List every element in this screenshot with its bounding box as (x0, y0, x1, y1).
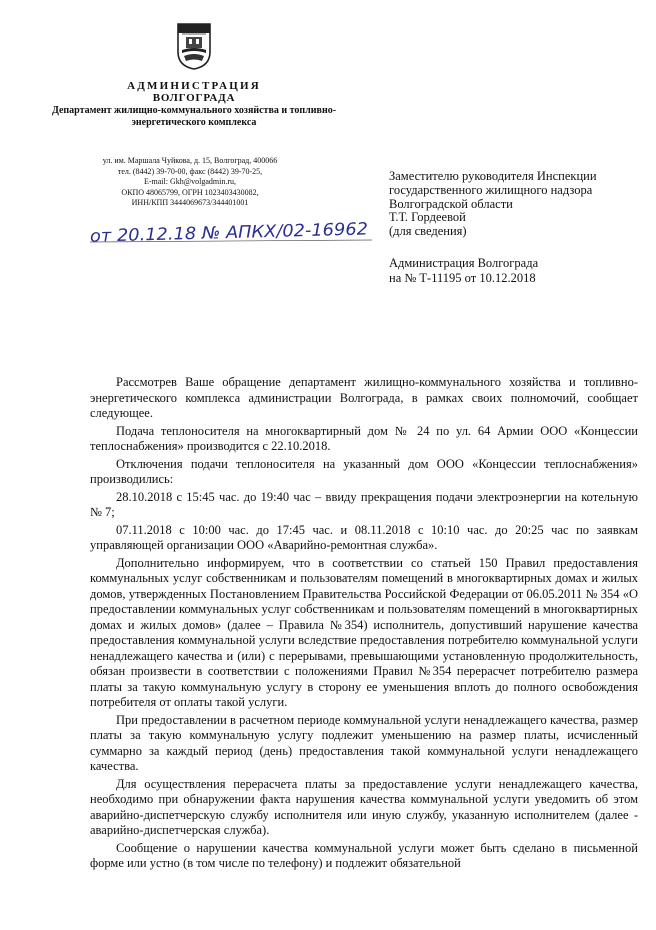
paragraph-1: Рассмотрев Ваше обращение департамент жилищно-коммунального хозяйства и топливно-энергетического комплекса администрации Волгограда, в рамках своих полномочий, сообщает следующее. (90, 375, 638, 420)
org-city: ВОЛГОГРАДА (152, 92, 236, 104)
paragraph-5: 07.11.2018 с 10:00 час. до 17:45 час. и 08.11.2018 с 10:10 час. до 20:25 час по заявкам управляющей организации ООО «Аварийно-ремонтная служба». (90, 522, 638, 552)
paragraph-8: Для осуществления перерасчета платы за предоставление услуги ненадлежащего качества, необходимо при обнаружении факта нарушения качества коммунальной услуги уведомить об этом аварийно-диспетчерскую службу исполнителя или иную службу, указанную исполнителем (далее - аварийно-диспетчерская служба). (90, 776, 638, 837)
letter-body (90, 375, 638, 874)
org-email: E-mail: Gkh@volgadmin.ru, (143, 177, 237, 186)
outgoing-number-handwritten (86, 216, 376, 250)
paragraph-3: Отключения подачи теплоносителя на указанный дом ООО «Концессии теплоснабжения» производились: (90, 456, 638, 486)
reference-block (389, 256, 651, 285)
paragraph-4: 28.10.2018 с 15:45 час. до 19:40 час – ввиду прекращения подачи электроэнергии на котельную № 7; (90, 489, 638, 519)
org-inn: ИНН/КПП 3444069673/344401001 (131, 198, 249, 207)
org-address: ул. им. Маршала Чуйкова, д. 15, Волгоград, 400066 (102, 156, 278, 165)
paragraph-2: Подача теплоносителя на многоквартирный дом № 24 по ул. 64 Армии ООО «Концессии теплоснабжения» производится с 22.10.2018. (90, 423, 638, 453)
paragraph-7: При предоставлении в расчетном периоде коммунальной услуги ненадлежащего качества, размер платы за такую коммунальную услугу подлежит уменьшению на размер платы, исчисленный суммарно за каждый период (день) предоставления такой коммунальной услуги ненадлежащего качества. (90, 712, 638, 773)
reference-line-2: на № Т-11195 от 10.12.2018 (389, 270, 536, 285)
outgoing-number-text: от 20.12.18 № АПКХ/02-16962 (89, 219, 356, 247)
org-title: АДМИНИСТРАЦИЯ (127, 80, 261, 92)
paragraph-6: Дополнительно информируем, что в соответствии со статьей 150 Правил предоставления коммунальных услуг собственникам и пользователям помещений в многоквартирных домах и жилых домов, утвержденных Постановлением Правительства Российской Федерации от 06.05.2011 № 354 «О предоставлении коммунальных услуг собственникам и пользователям помещений в многоквартирных домах и жилых домов» (далее – Правила №354) исполнитель, допустивший нарушение качества предоставления коммунальной услуги вследствие предоставления потребителю коммунальной услуги ненадлежащего качества и (или) с перерывами, превышающими установленную продолжительность, обязан произвести в соответствии с положениями Правил №354 перерасчет потребителю размера платы за такую коммунальную услугу в сторону ее уменьшения вплоть до полного освобождения потребителя от оплаты такой услуги. (90, 555, 638, 709)
letterhead (40, 80, 348, 129)
addressee-block (389, 170, 651, 239)
addressee-line-2: государственного жилищного надзора (389, 182, 593, 197)
addressee-line-5: (для сведения) (389, 224, 467, 239)
volgograd-coat-of-arms-icon (176, 22, 212, 70)
org-department: Департамент жилищно-коммунального хозяйства и топливно-энергетического комплекса (51, 105, 337, 128)
addressee-line-1: Заместителю руководителя Инспекции (389, 169, 597, 183)
addressee-line-4: Т.Т. Гордеевой (389, 210, 466, 225)
org-okpo: ОКПО 48065799, ОГРН 1023403430082, (121, 187, 259, 197)
org-phones: тел. (8442) 39-70-00, факс (8442) 39-70-25, (117, 166, 263, 176)
letterhead-contacts (80, 156, 300, 209)
paragraph-9: Сообщение о нарушении качества коммунальной услуги может быть сделано в письменной форме или устно (в том числе по телефону) и подлежит обязательной (90, 840, 638, 870)
reference-line-1: Администрация Волгограда (389, 256, 539, 270)
addressee-line-3: Волгоградской области (389, 196, 513, 211)
